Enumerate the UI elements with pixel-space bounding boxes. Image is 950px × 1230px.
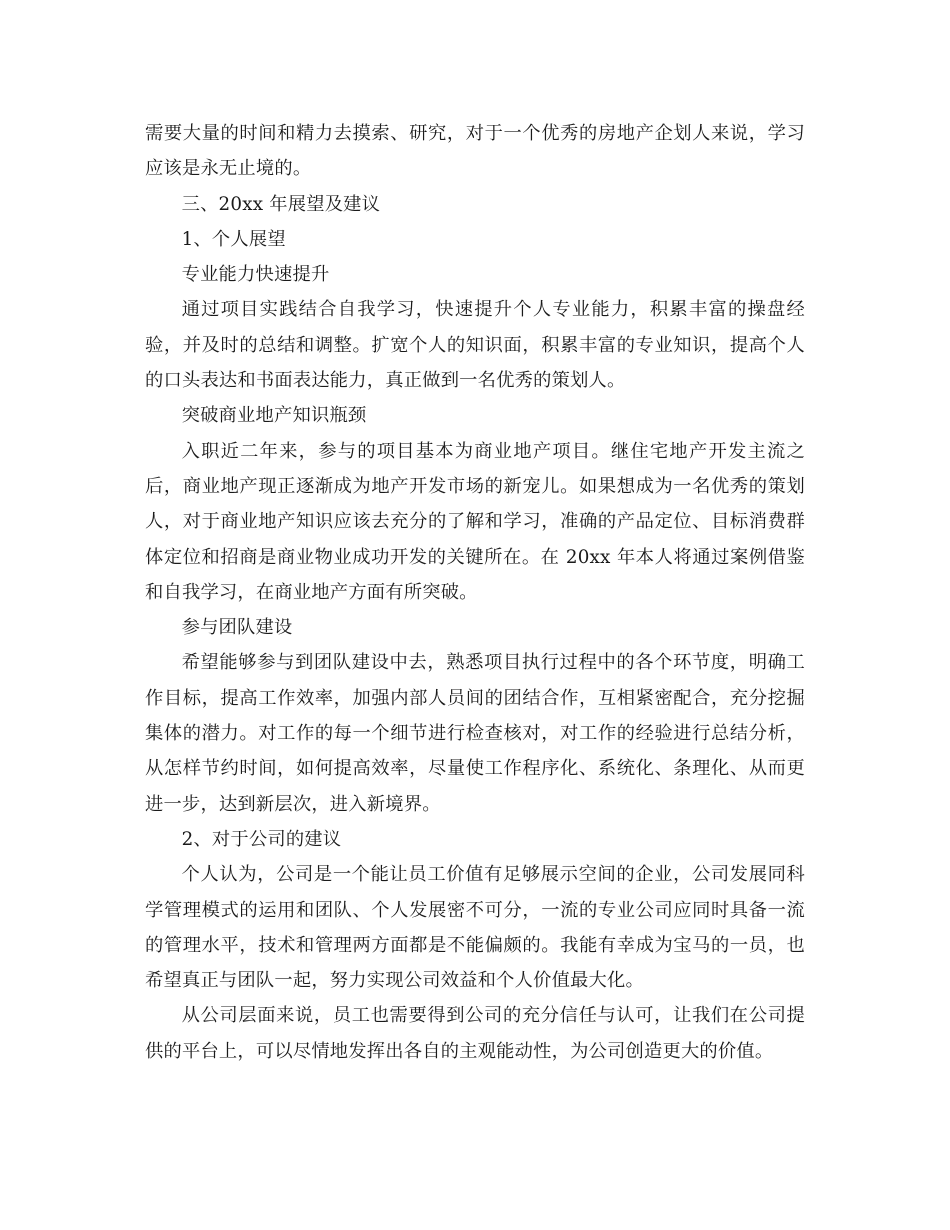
paragraph-team: 希望能够参与到团队建设中去，熟悉项目执行过程中的各个环节度，明确工作目标，提高工作效率，加强内部人员间的团结合作，互相紧密配合，充分挖掘集体的潜力。对工作的每一个细节进行检查核对，对工作的经验进行总结分析，从怎样节约时间，如何提高效率，尽量使工作程序化、系统化、条理化、从而更进一步，达到新层次，进入新境界。 xyxy=(145,652,805,815)
topic-heading-team: 参与团队建设 xyxy=(181,617,293,639)
paragraph-continuation: 需要大量的时间和精力去摸索、研究，对于一个优秀的房地产企划人来说，学习应该是永无止境的。 xyxy=(145,123,805,180)
subheading-company-suggestions: 2、对于公司的建议 xyxy=(181,828,342,850)
subheading-personal-outlook: 1、个人展望 xyxy=(181,228,286,250)
topic-heading-skills: 专业能力快速提升 xyxy=(181,264,330,286)
paragraph-company-view: 个人认为，公司是一个能让员工价值有足够展示空间的企业，公司发展同科学管理模式的运用和团队、个人发展密不可分，一流的专业公司应同时具备一流的管理水平，技术和管理两方面都是不能偏颇的。我能有幸成为宝马的一员，也希望真正与团队一起，努力实现公司效益和个人价值最大化。 xyxy=(145,864,805,992)
document-page xyxy=(145,116,805,1069)
paragraph-skills: 通过项目实践结合自我学习，快速提升个人专业能力，积累丰富的操盘经验，并及时的总结和调整。扩宽个人的知识面，积累丰富的专业知识，提高个人的口头表达和书面表达能力，真正做到一名优秀的策划人。 xyxy=(145,299,805,392)
paragraph-commercial: 入职近二年来，参与的项目基本为商业地产项目。继住宅地产开发主流之后，商业地产现正逐渐成为地产开发市场的新宠儿。如果想成为一名优秀的策划人，对于商业地产知识应该去充分的了解和学习，准确的产品定位、目标消费群体定位和招商是商业物业成功开发的关键所在。在 20xx 年本人将通过案例借鉴和自我学习，在商业地产方面有所突破。 xyxy=(145,440,805,603)
topic-heading-commercial: 突破商业地产知识瓶颈 xyxy=(181,405,367,427)
section-heading-outlook: 三、20xx 年展望及建议 xyxy=(181,193,381,215)
paragraph-company-level: 从公司层面来说，员工也需要得到公司的充分信任与认可，让我们在公司提供的平台上，可以尽情地发挥出各自的主观能动性，为公司创造更大的价值。 xyxy=(145,1005,805,1062)
